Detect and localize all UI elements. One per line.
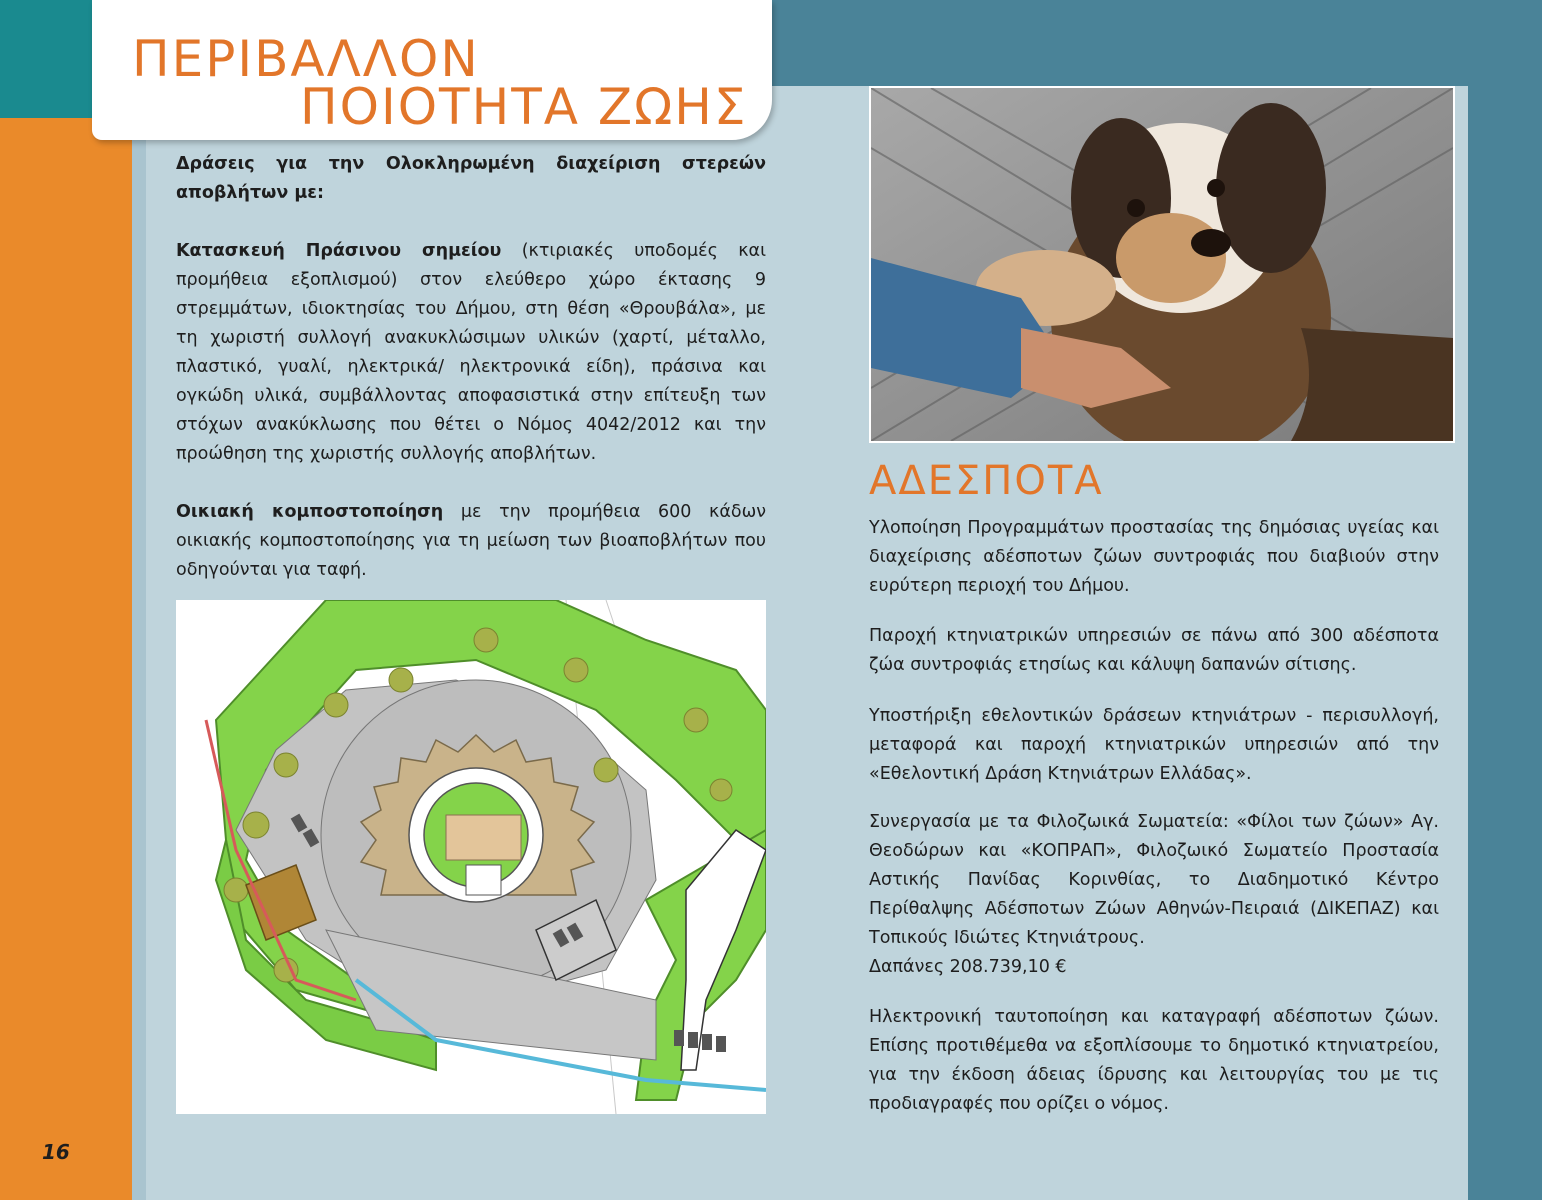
compost-paragraph <box>176 498 766 585</box>
site-plan-image <box>176 600 766 1114</box>
id-registration-text: Ηλεκτρονική ταυτοποίηση και καταγραφή αδέσποτων ζώων. Επίσης προτιθέμεθα να εξοπλίσουμε το δημοτικό κτηνιατρείου, για την έκδοση άδειας ίδρυσης και λειτουργίας του με τις προδιαγραφές που ορίζει ο νόμος. <box>869 1007 1439 1114</box>
vet-services-text: Παροχή κτηνιατρικών υπηρεσιών σε πάνω από 300 αδέσποτα ζώα συντροφιάς ετησίως και κάλυψη δαπανών σίτισης. <box>869 626 1439 675</box>
right-band-teal <box>1468 86 1542 1200</box>
green-point-text: (κτιριακές υποδομές και προμήθεια εξοπλισμού) στον ελεύθερο χώρο έκτασης 9 στρεμμάτων, ιδιοκτησίας του Δήμου, στη θέση «Θρουβάλα», με τη χωριστή συλλογή ανακυκλώσιμων υλικών (χαρτί, μέταλλο, πλαστικό, γυαλί, ηλεκτρικά/ ηλεκτρονικά είδη), πράσινα και ογκώδη υλικά, συμβάλλοντας αποφασιστικά στην επίτευξη των στόχων ανακύκλωσης που θέτει ο Νόμος 4042/2012 και την προώθηση της χωριστής συλλογής αποβλήτων. <box>176 241 766 464</box>
intro-heading-block <box>176 150 766 208</box>
green-point-title: Κατασκευή Πράσινου σημείου <box>176 241 502 261</box>
right-paragraph-1 <box>869 514 1439 601</box>
compost-text: με την προμήθεια 600 κάδων οικιακής κομποστοποίησης για τη μείωση των βιοαποβλήτων που οδηγούνται για ταφή. <box>176 502 767 580</box>
side-strip <box>132 118 146 1200</box>
right-paragraph-5 <box>869 1003 1439 1119</box>
compost-title: Οικιακή κομποστοποίηση <box>176 502 444 522</box>
page-number: 16 <box>42 1140 70 1164</box>
right-paragraph-4 <box>869 808 1439 982</box>
section-title-line-2: ΠΟΙΟΤΗΤΑ ΖΩΗΣ <box>300 78 748 136</box>
right-paragraph-3 <box>869 702 1439 789</box>
section-title-line-1: ΠΕΡΙΒΑΛΛΟΝ <box>132 30 480 88</box>
right-paragraph-2 <box>869 622 1439 680</box>
volunteer-text: Υποστήριξη εθελοντικών δράσεων κτηνιάτρων - περισυλλογή, μεταφορά και παροχή κτηνιατρικών υπηρεσιών από την «Εθελοντική Δράση Κτηνιάτρων Ελλάδας». <box>869 706 1439 784</box>
cost-text: Δαπάνες 208.739,10 € <box>869 957 1067 977</box>
title-banner <box>92 0 772 140</box>
cooperation-text: Συνεργασία με τα Φιλοζωικά Σωματεία: «Φίλοι των ζώων» Αγ. Θεοδώρων και «ΚΟΠΡΑΠ», Φιλοζωικό Σωματείο Προστασία Αστικής Πανίδας Κορινθίας, το Διαδημοτικό Κέντρο Περίθαλψης Αδέσποτων Ζώων Αθηνών-Πειραιά (ΔΙΚΕΠΑΖ) και Τοπικούς Ιδιώτες Κτηνιάτρους. <box>869 812 1439 948</box>
intro-heading: Δράσεις για την Ολοκληρωμένη διαχείριση στερεών αποβλήτων με: <box>176 154 766 203</box>
top-band-teal <box>760 0 1542 86</box>
dog-photo <box>869 86 1455 443</box>
side-band-orange <box>0 118 132 1200</box>
green-point-paragraph <box>176 237 766 469</box>
programs-text: Υλοποίηση Προγραμμάτων προστασίας της δημόσιας υγείας και διαχείρισης αδέσποτων ζώων συντροφιάς που διαβιούν στην ευρύτερη περιοχή του Δήμου. <box>869 518 1439 596</box>
stray-animals-heading: ΑΔΕΣΠΟΤΑ <box>869 458 1104 504</box>
